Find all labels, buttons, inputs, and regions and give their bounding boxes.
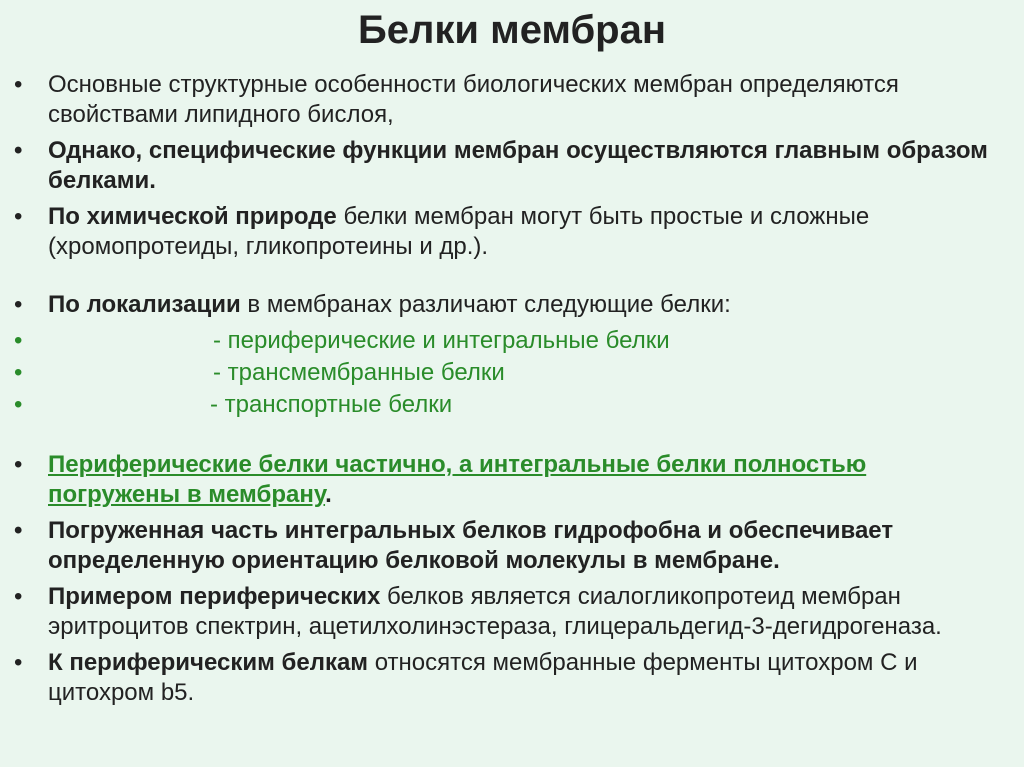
- bullet-peripheral-enzymes: [0, 648, 1024, 708]
- bullet-list: [0, 70, 1024, 714]
- bullet-transport: [0, 390, 1024, 420]
- bullet-peripheral-integral: [0, 326, 1024, 356]
- bullet-green-emphasis: Периферические белки частично, а интегральные белки полностью погружены в мембрану: [48, 451, 867, 508]
- bullet-bold-lead: Примером периферических: [48, 583, 381, 610]
- bullet-localization: [0, 290, 1024, 320]
- bullet-period: .: [325, 481, 332, 508]
- sub-item-text: - трансмембранные белки: [213, 359, 505, 386]
- bullet-text: Погруженная часть интегральных белков гидрофобна и обеспечивает определенную ориентацию белковой молекулы в мембране.: [48, 517, 894, 574]
- bullet-text: белки мембран могут быть простые и сложные (хромопротеиды, гликопротеины и др.).: [48, 203, 870, 260]
- slide-title: Белки мембран: [357, 8, 667, 52]
- sub-item-text: - периферические и интегральные белки: [213, 327, 670, 354]
- bullet-text: в мембранах различают следующие белки:: [240, 291, 731, 318]
- bullet-structural-features: [0, 70, 1024, 130]
- bullet-text: Основные структурные особенности биологических мембран определяются свойствами липидного бислоя,: [48, 71, 899, 128]
- bullet-text: Однако, специфические функции мембран осуществляются главным образом белками.: [48, 137, 988, 194]
- bullet-peripheral-examples: [0, 582, 1024, 642]
- bullet-chemical-nature: [0, 202, 1024, 262]
- bullet-bold-lead: К периферическим белкам: [48, 649, 369, 676]
- bullet-bold-lead: По химической природе: [48, 203, 337, 230]
- bullet-hydrophobic-part: [0, 516, 1024, 576]
- bullet-text: относятся мембранные ферменты цитохром С и цитохром b5.: [48, 649, 918, 706]
- bullet-immersion: [0, 450, 1024, 510]
- bullet-specific-functions: [0, 136, 1024, 196]
- bullet-text: белков является сиалогликопротеид мембран эритроцитов спектрин, ацетилхолинэстераза, глицеральдегид-3-дегидрогеназа.: [48, 583, 942, 640]
- sub-item-text: - транспортные белки: [210, 391, 453, 418]
- bullet-transmembrane: [0, 358, 1024, 388]
- bullet-bold-lead: По локализации: [48, 291, 241, 318]
